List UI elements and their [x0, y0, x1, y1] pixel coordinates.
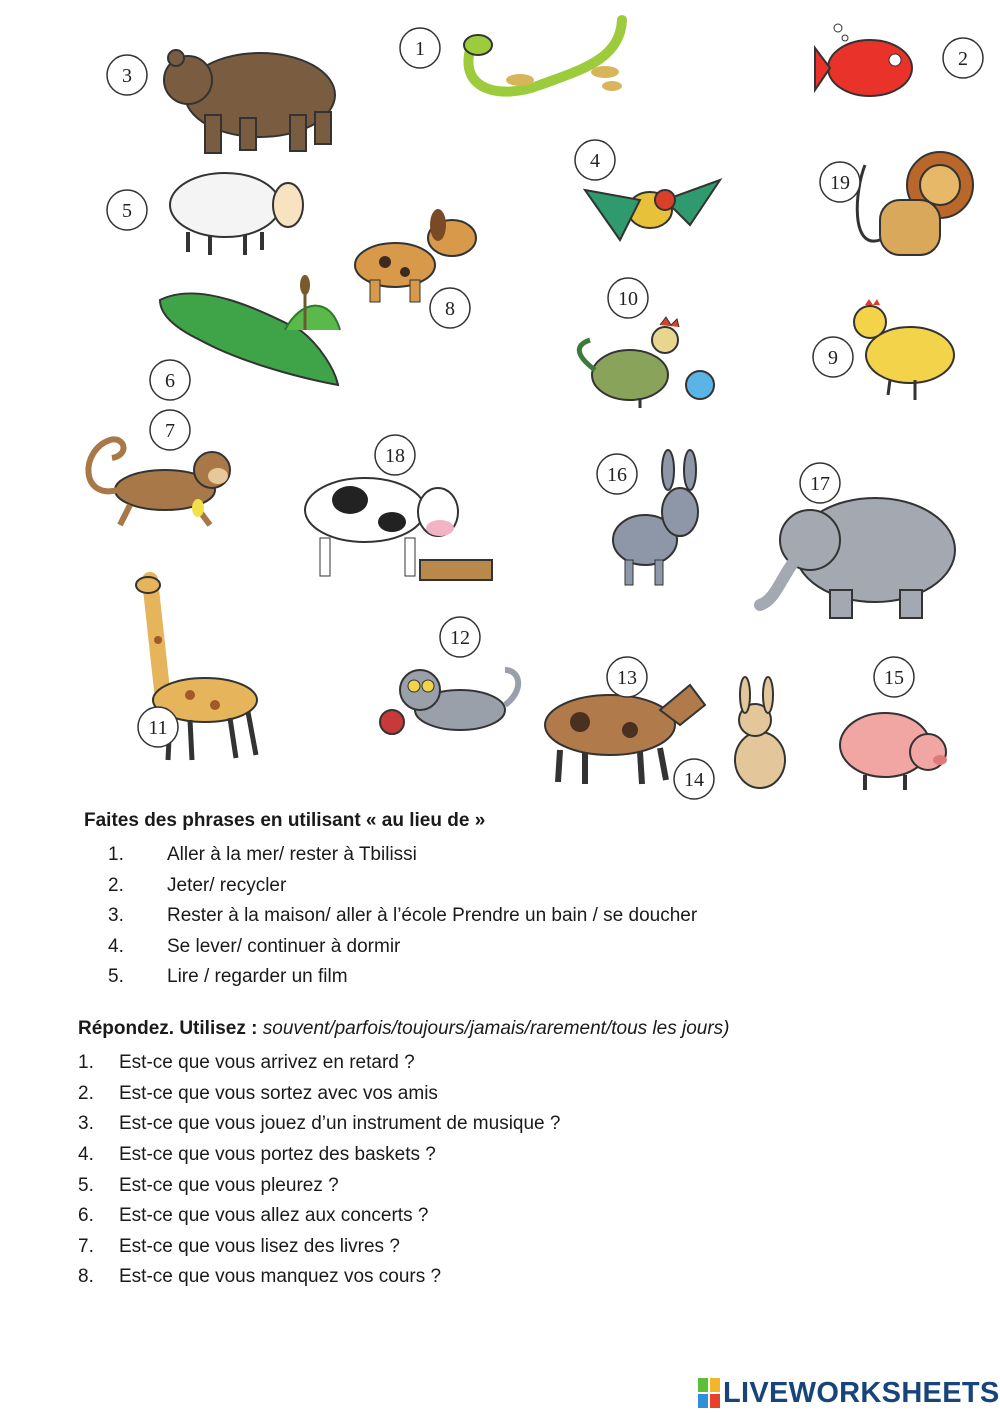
- label-11: [138, 707, 178, 747]
- label-18-text: 18: [385, 445, 405, 467]
- label-8-text: 8: [445, 298, 455, 320]
- bear-image: [164, 50, 335, 153]
- list-item: [78, 1079, 560, 1110]
- rooster-image: [579, 317, 714, 408]
- item-number: 2.: [78, 1082, 94, 1104]
- list-item: [78, 1262, 560, 1293]
- list-item: [78, 1232, 560, 1263]
- item-text: Aller à la mer/ rester à Tbilissi: [167, 844, 417, 866]
- label-5: [107, 190, 147, 230]
- section2-title-italic: souvent/parfois/toujours/jamais/rarement/tous les jours): [262, 1018, 730, 1039]
- item-text: Rester à la maison/ aller à l’école Prendre un bain / se doucher: [167, 905, 698, 927]
- label-2: [943, 38, 983, 78]
- item-number: 8.: [78, 1266, 94, 1288]
- label-6-text: 6: [165, 370, 175, 392]
- section2-title: [78, 1018, 730, 1040]
- label-6: [150, 360, 190, 400]
- item-number: 1.: [78, 1052, 94, 1074]
- label-13: [607, 657, 647, 697]
- item-text: Est-ce que vous arrivez en retard ?: [119, 1052, 415, 1074]
- fish-image: [815, 24, 912, 96]
- cow-image: [305, 478, 492, 580]
- item-text: Se lever/ continuer à dormir: [167, 935, 401, 957]
- label-2-text: 2: [958, 48, 968, 70]
- label-9-text: 9: [828, 347, 838, 369]
- chicken-image: [854, 299, 954, 400]
- list-item: [108, 871, 697, 902]
- cat-image: [380, 670, 518, 734]
- lion-image: [857, 152, 973, 255]
- item-number: 1.: [108, 844, 124, 866]
- item-number: 2.: [108, 874, 124, 896]
- item-number: 4.: [108, 935, 124, 957]
- monkey-image: [88, 439, 230, 525]
- section2-list: [78, 1048, 560, 1293]
- item-text: Jeter/ recycler: [167, 874, 287, 896]
- label-1-text: 1: [415, 38, 425, 60]
- list-item: [78, 1048, 560, 1079]
- item-text: Est-ce que vous manquez vos cours ?: [119, 1266, 442, 1288]
- label-3: [107, 55, 147, 95]
- item-number: 5.: [108, 966, 124, 988]
- label-16: [597, 454, 637, 494]
- label-9: [813, 337, 853, 377]
- item-text: Est-ce que vous lisez des livres ?: [119, 1235, 400, 1257]
- label-10: [608, 278, 648, 318]
- label-17-text: 17: [810, 473, 830, 495]
- label-8: [430, 288, 470, 328]
- label-1: [400, 28, 440, 68]
- label-16-text: 16: [607, 464, 627, 486]
- label-14: [674, 759, 714, 799]
- item-text: Est-ce que vous pleurez ?: [119, 1174, 339, 1196]
- label-19: [820, 162, 860, 202]
- label-12-text: 12: [450, 627, 470, 649]
- elephant-image: [760, 498, 955, 618]
- list-item: [78, 1109, 560, 1140]
- label-4-text: 4: [590, 150, 600, 172]
- item-text: Est-ce que vous sortez avec vos amis: [119, 1082, 438, 1104]
- sheep-image: [170, 173, 303, 255]
- dog-image: [355, 209, 476, 302]
- item-text: Est-ce que vous jouez d’un instrument de musique ?: [119, 1113, 561, 1135]
- item-text: Est-ce que vous allez aux concerts ?: [119, 1205, 429, 1227]
- label-15-text: 15: [884, 667, 904, 689]
- item-number: 6.: [78, 1205, 94, 1227]
- list-item: [78, 1140, 560, 1171]
- section2-title-bold: Répondez. Utilisez :: [78, 1018, 258, 1039]
- label-10-text: 10: [618, 288, 638, 310]
- label-3-text: 3: [122, 65, 132, 87]
- pig-image: [840, 713, 947, 790]
- label-13-text: 13: [617, 667, 637, 689]
- list-item: [108, 840, 697, 871]
- label-18: [375, 435, 415, 475]
- item-text: Est-ce que vous portez des baskets ?: [119, 1144, 436, 1166]
- list-item: [108, 962, 697, 993]
- label-15: [874, 657, 914, 697]
- brand-text: LIVEWORKSHEETS: [723, 1376, 1000, 1409]
- item-number: 5.: [78, 1174, 94, 1196]
- label-4: [575, 140, 615, 180]
- label-7: [150, 410, 190, 450]
- item-number: 4.: [78, 1144, 94, 1166]
- list-item: [108, 901, 697, 932]
- section1-list: [108, 840, 697, 993]
- bird-image: [585, 180, 720, 240]
- section1-title: Faites des phrases en utilisant « au lieu de »: [84, 810, 486, 831]
- snake-image: [464, 20, 622, 92]
- list-item: [108, 932, 697, 963]
- list-item: [78, 1201, 560, 1232]
- label-19-text: 19: [830, 172, 850, 194]
- item-number: 3.: [78, 1113, 94, 1135]
- label-11-text: 11: [148, 717, 168, 739]
- item-number: 3.: [108, 905, 124, 927]
- item-number: 7.: [78, 1235, 94, 1257]
- label-7-text: 7: [165, 420, 175, 442]
- label-17: [800, 463, 840, 503]
- item-text: Lire / regarder un film: [167, 966, 348, 988]
- liveworksheets-brand[interactable]: [698, 1376, 1000, 1410]
- label-12: [440, 617, 480, 657]
- list-item: [78, 1170, 560, 1201]
- label-14-text: 14: [684, 769, 704, 791]
- label-5-text: 5: [122, 200, 132, 222]
- liveworksheets-logo-icon: [698, 1378, 720, 1408]
- rabbit-image: [735, 677, 785, 788]
